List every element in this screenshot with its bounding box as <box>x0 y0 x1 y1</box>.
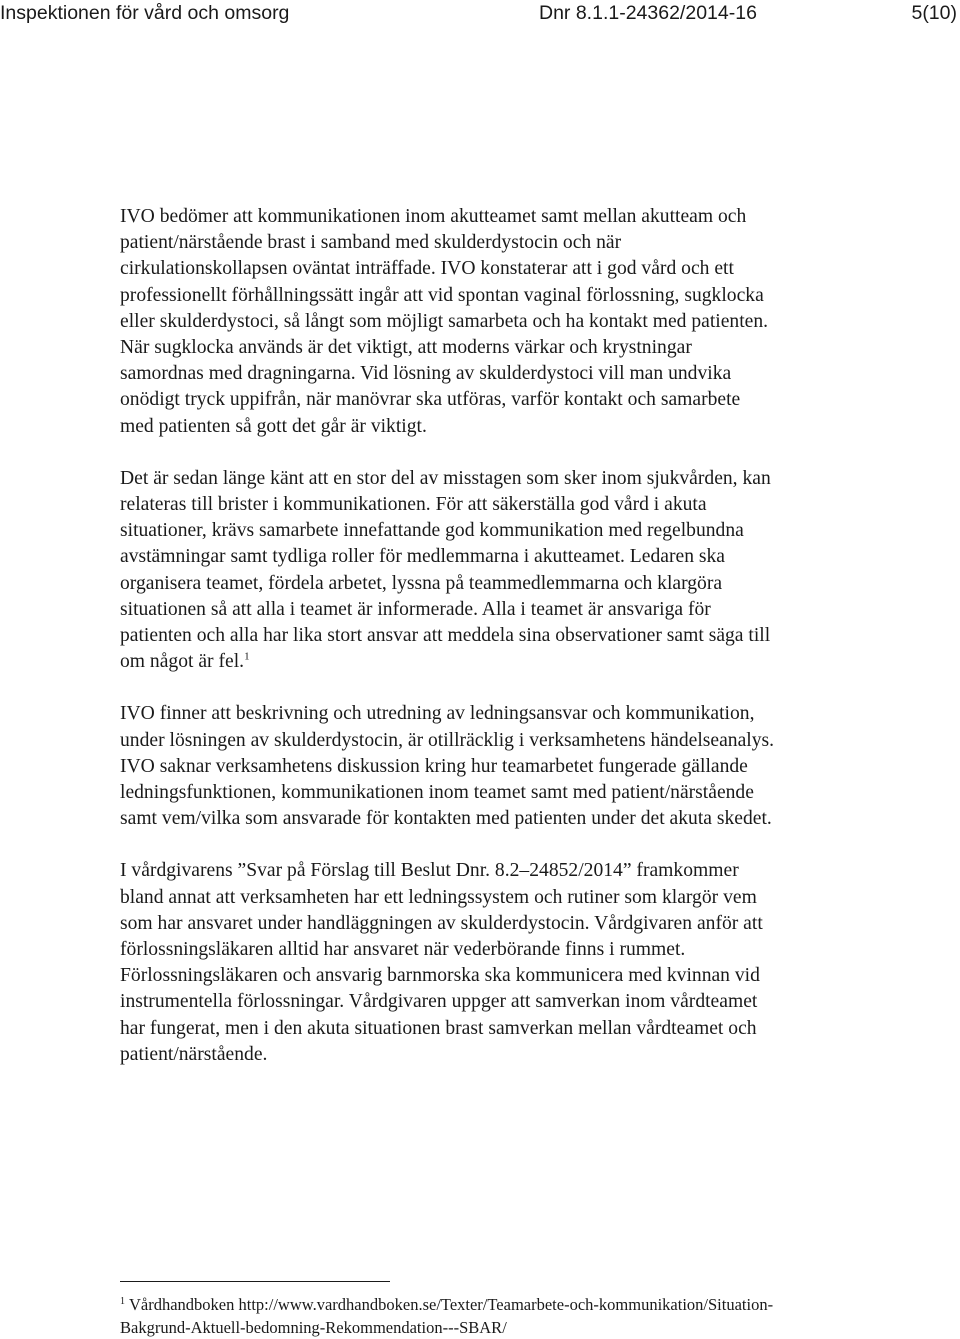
paragraph-investigation-findings: IVO finner att beskrivning och utredning av ledningsansvar och kommunikation, under lösningen av skulderdystocin, är otillräcklig i verksamhetens händelseanalys. IVO saknar verksamhetens diskussion kring hur teamarbetet fungerade gällande ledningsfunktionen, kommunikationen inom teamet samt med patient/närstående samt vem/vilka som ansvarade för kontakten med patienten under det akuta skedet. <box>120 703 775 830</box>
page-header <box>0 0 960 30</box>
footnote <box>120 1293 840 1339</box>
document-body <box>120 204 775 1094</box>
paragraph-communication-assessment: IVO bedömer att kommunikationen inom akutteamet samt mellan akutteam och patient/närstående brast i samband med skulderdystocin och när cirkulationskollapsen oväntat inträffade. IVO konstaterar att i god vård och ett professionellt förhållningssätt ingår att vid spontan vaginal förlossning, sugklocka eller skulderdystoci, så långt som möjligt samarbeta och ha kontakt med patienten. När sugklocka används är det viktigt, att moderns värkar och krystningar samordnas med dragningarna. Vid lösning av skulderdystoci vill man undvika onödigt tryck uppifrån, när manövrar ska utföras, varför kontakt och samarbete med patienten så gott det går är viktigt. <box>120 206 769 437</box>
paragraph-care-provider-response: I vårdgivarens ”Svar på Förslag till Beslut Dnr. 8.2–24852/2014” framkommer bland annat att verksamheten har ett ledningssystem och rutiner som klargör vem som har ansvaret under handläggningen av skulderdystocin. Vårdgivaren anför att förlossningsläkaren alltid har ansvaret när vederbörande finns i rummet. Förlossningsläkaren och ansvarig barnmorska ska kommunicera med kvinnan vid instrumentella förlossningar. Vårdgivaren uppger att samverkan inom vårdteamet har fungerat, men i den akuta situationen brast samverkan mellan vårdteamet och patient/närstående. <box>120 860 763 1065</box>
document-number: Dnr 8.1.1-24362/2014-16 <box>539 2 757 24</box>
footnote-number: 1 <box>120 1295 125 1307</box>
page-number: 5(10) <box>911 2 957 24</box>
paragraph-text: Det är sedan länge känt att en stor del av misstagen som sker inom sjukvården, kan relateras till brister i kommunikationen. För att säkerställa god vård i akuta situationer, krävs samarbete innefattande god kommunikation med regelbundna avstämningar samt tydliga roller för medlemmarna i akutteamet. Ledaren ska organisera teamet, fördela arbetet, lyssna på teammedlemmarna och klargöra situationen så att alla i teamet är informerade. Alla i teamet är ansvariga för patienten och alla har lika stort ansvar att meddela sina observationer samt säga till om något är fel. <box>120 467 771 673</box>
footnote-divider <box>120 1281 390 1282</box>
footnote-reference[interactable]: 1 <box>244 650 250 663</box>
footnote-text: Vårdhandboken http://www.vardhandboken.se/Texter/Teamarbete-och-kommunikation/Situation-Bakgrund-Aktuell-bedomning-Rekommendation---SBAR/ <box>120 1295 774 1337</box>
organization-name: Inspektionen för vård och omsorg <box>0 2 290 24</box>
paragraph-communication-errors <box>120 466 775 676</box>
